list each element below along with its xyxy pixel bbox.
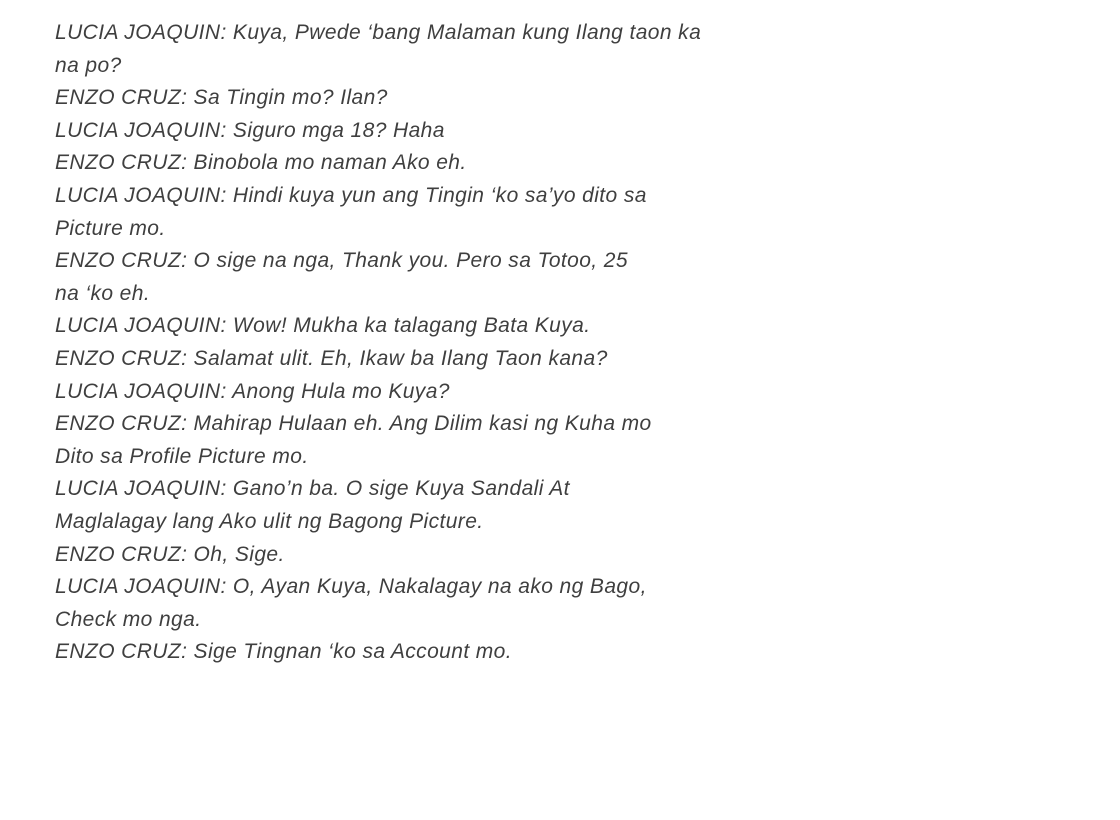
dialogue-line: Dito sa Profile Picture mo. [55, 444, 309, 468]
dialogue-line: ENZO CRUZ: O sige na nga, Thank you. Pero sa Totoo, 25 [55, 249, 628, 273]
dialogue-line: LUCIA JOAQUIN: Kuya, Pwede ‘bang Malaman kung Ilang taon ka [55, 21, 702, 44]
dialogue-line: Check mo nga. [55, 607, 202, 631]
dialogue-line: ENZO CRUZ: Oh, Sige. [55, 542, 285, 566]
dialogue-line: na po? [55, 53, 122, 77]
dialogue-line: ENZO CRUZ: Sige Tingnan ‘ko sa Account mo. [55, 640, 512, 664]
dialogue-line: ENZO CRUZ: Sa Tingin mo? Ilan? [55, 86, 388, 110]
dialogue-line: LUCIA JOAQUIN: Wow! Mukha ka talagang Bata Kuya. [55, 314, 591, 338]
dialogue-line: LUCIA JOAQUIN: Siguro mga 18? Haha [55, 118, 445, 142]
dialogue-line: ENZO CRUZ: Binobola mo naman Ako eh. [55, 151, 467, 175]
dialogue-line: LUCIA JOAQUIN: Anong Hula mo Kuya? [55, 379, 450, 403]
dialogue-line: LUCIA JOAQUIN: Gano’n ba. O sige Kuya Sandali At [55, 477, 570, 501]
dialogue-line: LUCIA JOAQUIN: Hindi kuya yun ang Tingin ‘ko sa’yo dito sa [55, 183, 647, 207]
dialogue-line: Maglalagay lang Ako ulit ng Bagong Picture. [55, 509, 484, 533]
dialogue-line: ENZO CRUZ: Mahirap Hulaan eh. Ang Dilim kasi ng Kuha mo [55, 412, 652, 436]
dialogue-line: na ‘ko eh. [55, 281, 151, 305]
dialogue-line: LUCIA JOAQUIN: O, Ayan Kuya, Nakalagay na ako ng Bago, [55, 575, 647, 599]
dialogue-line: ENZO CRUZ: Salamat ulit. Eh, Ikaw ba Ilang Taon kana? [55, 346, 608, 370]
dialogue-transcript [55, 17, 865, 669]
dialogue-line: Picture mo. [55, 216, 166, 240]
